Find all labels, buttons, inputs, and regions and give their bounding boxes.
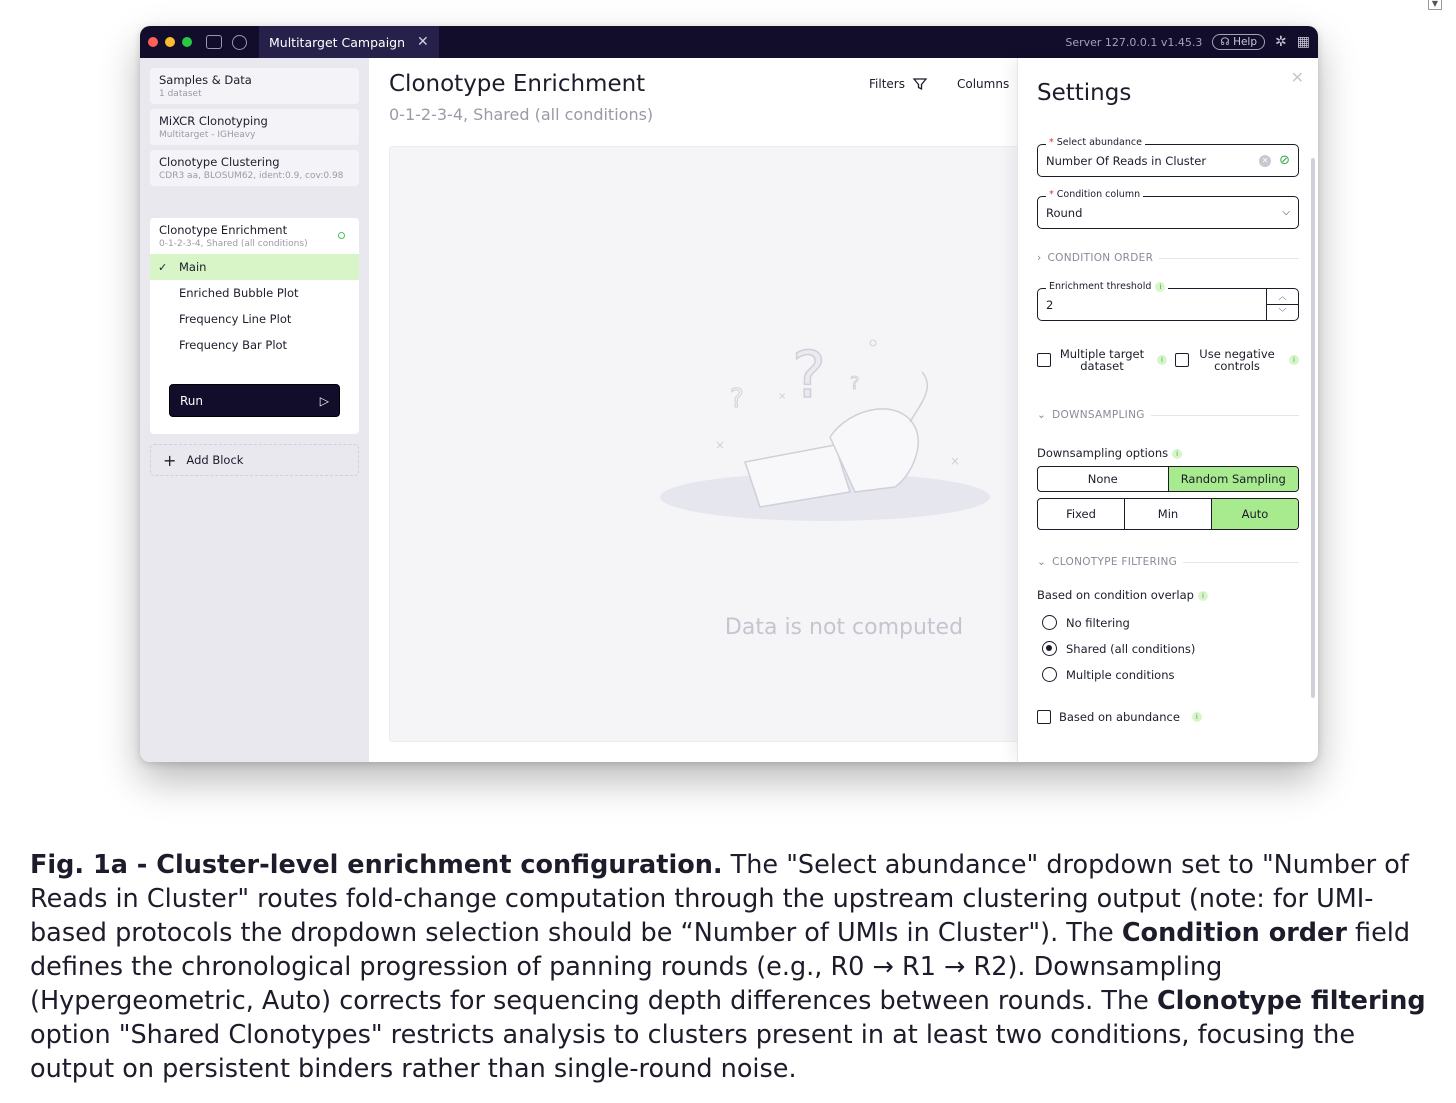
layout-icon[interactable]: ▦ [1296,34,1310,50]
chevron-right-icon: › [1037,252,1042,264]
block-title: Clonotype Clustering [159,155,280,169]
titlebar [140,26,1318,58]
caption-bold-2: Clonotype filtering [1156,986,1426,1016]
section-label: Frequency Bar Plot [179,338,288,352]
section-label: Frequency Line Plot [179,312,292,326]
chevron-down-icon: ⌄ [1037,409,1047,421]
settings-scrollbar[interactable] [1311,158,1315,698]
chevron-down-icon: ⌄ [1037,556,1047,568]
app-window [140,26,1318,762]
settings-panel [1017,58,1318,762]
caption-text-2: field defines the chronological progression of panning rounds (e.g., R0 → R1 → R2). Downsampling (Hypergeometric, Auto) corrects for sequencing depth differences between rounds. The [30,918,1411,1016]
section-frequency-bar-plot[interactable] [150,332,359,358]
checkbox[interactable] [1037,710,1051,724]
block-title: Clonotype Enrichment [159,223,288,237]
chevron-down-icon[interactable]: ﹀ [1278,308,1287,317]
condition-column-value: Round [1046,205,1083,220]
select-abundance-value: Number Of Reads in Cluster [1046,153,1207,168]
downsampling-header[interactable] [1037,409,1299,421]
section-title: CLONOTYPE FILTERING [1052,556,1178,568]
filters-label: Filters [869,77,905,91]
condition-order-header[interactable] [1037,252,1299,264]
tab-multitarget-campaign[interactable] [259,26,439,58]
clear-icon[interactable]: ✕ [1259,155,1271,167]
checkmark-icon: ✓ [158,260,168,274]
section-main[interactable] [150,254,359,280]
active-block-header[interactable] [150,218,359,254]
add-block-button[interactable] [150,444,359,476]
corner-caret-icon[interactable]: ▼ [1428,0,1442,10]
field-label: * Select abundance [1046,137,1145,148]
globe-icon[interactable] [232,35,247,50]
section-frequency-line-plot[interactable] [150,306,359,332]
enrichment-threshold-value: 2 [1046,297,1054,312]
figure-caption [30,848,1430,1086]
close-icon[interactable]: ✕ [1290,68,1304,87]
condition-overlap-label: Based on condition overlap i [1037,588,1208,602]
option-auto[interactable]: Auto [1211,499,1298,529]
radio-multiple-conditions[interactable] [1042,667,1175,682]
help-button[interactable]: ☊ Help [1212,34,1265,50]
downsampling-size-toggle [1037,498,1299,530]
titlebar-right [1065,34,1310,50]
add-block-label: Add Block [186,453,244,467]
block-subtitle: 0-1-2-3-4, Shared (all conditions) [159,239,308,249]
sidebar [140,58,369,762]
checkbox-label: Use negative controls [1199,347,1275,373]
block-subtitle: 1 dataset [159,89,202,99]
radio-label: No filtering [1066,615,1130,630]
close-window-icon[interactable] [148,37,158,47]
block-title: Samples & Data [159,73,252,87]
info-icon[interactable]: i [1192,712,1202,722]
option-none[interactable]: None [1087,472,1118,486]
page-title: Clonotype Enrichment [389,71,646,97]
filters-button[interactable] [869,77,927,91]
svg-text:×: × [715,438,726,452]
columns-label: Columns [956,77,1010,91]
section-label: Main [179,260,207,274]
info-icon[interactable]: i [1157,355,1167,365]
option-random-sampling[interactable]: Random Sampling [1168,467,1299,491]
use-negative-controls-checkbox[interactable] [1175,348,1299,372]
table-toolbar [869,77,1025,91]
field-label: * Condition column [1046,189,1143,200]
columns-button[interactable] [957,77,1025,91]
condition-column-dropdown[interactable] [1037,189,1299,229]
block-subtitle: CDR3 aa, BLOSUM62, ident:0.9, cov:0.98 [159,171,344,181]
checkbox[interactable] [1175,353,1189,367]
sidebar-toggle-icon[interactable] [206,35,222,49]
downsampling-options-label: Downsampling options i [1037,446,1182,460]
option-min[interactable]: Min [1124,499,1211,529]
select-abundance-dropdown[interactable] [1037,137,1299,177]
empty-state-message: Data is not computed [724,615,964,640]
radio-shared-all-conditions[interactable] [1042,641,1195,656]
section-title: DOWNSAMPLING [1052,409,1145,421]
svg-text:?: ? [730,384,744,414]
filter-icon [913,77,927,91]
option-fixed[interactable]: Fixed [1066,507,1096,521]
settings-title: Settings [1037,80,1132,106]
based-on-abundance-checkbox[interactable] [1037,710,1202,724]
caption-text-3: option "Shared Clonotypes" restricts analysis to clusters present in at least two conditions, focusing the output on persistent binders rather than single-round noise. [30,1020,1356,1084]
info-icon[interactable]: i [1289,355,1299,365]
info-icon[interactable]: i [1198,591,1208,601]
svg-text:?: ? [792,339,826,413]
status-dot-icon [338,232,345,239]
radio-no-filtering[interactable] [1042,615,1130,630]
maximize-window-icon[interactable] [182,37,192,47]
block-subtitle: Multitarget - IGHeavy [159,130,256,140]
tab-title: Multitarget Campaign [269,34,406,50]
chevron-up-icon[interactable]: ︿ [1267,289,1298,305]
link-icon[interactable]: ⊘ [1279,153,1290,168]
svg-text:×: × [950,454,961,468]
enrichment-threshold-input[interactable] [1037,281,1299,321]
sidebar-block-mixcr[interactable] [150,109,359,145]
block-title: MiXCR Clonotyping [159,114,268,128]
radio-button[interactable] [1042,667,1057,682]
empty-state-illustration [660,327,1000,557]
radio-button[interactable] [1042,641,1057,656]
svg-text:×: × [778,391,787,402]
run-label: Run [180,393,204,408]
caption-lead: Fig. 1a - Cluster-level enrichment configuration. [30,850,723,880]
checkbox-label: Based on abundance [1059,710,1180,724]
caption-text-1: The "Select abundance" dropdown set to "Number of Reads in Cluster" routes fold-change computation through the upstream clustering output (note: for UMI-based protocols the dropdown selection should be “Number of UMIs in Cluster"). The [30,850,1409,948]
svg-text:?: ? [850,373,860,394]
caption-bold-1: Condition order [1121,918,1347,948]
section-label: Enriched Bubble Plot [179,286,299,300]
number-stepper[interactable] [1266,289,1298,320]
plus-icon: + [163,450,177,470]
sidebar-block-enrichment [150,218,359,434]
radio-label: Shared (all conditions) [1066,641,1196,656]
tab-close-icon[interactable]: ✕ [417,34,429,50]
section-enriched-bubble-plot[interactable] [150,280,359,306]
checkbox[interactable] [1037,353,1051,367]
bug-icon[interactable]: ✲ [1275,34,1287,50]
radio-label: Multiple conditions [1066,667,1175,682]
info-icon[interactable]: i [1155,282,1165,292]
field-label: Enrichment threshold i [1046,281,1168,292]
chevron-down-icon: ⌵ [1282,207,1290,218]
help-label: Help [1233,36,1258,48]
server-info: Server 127.0.0.1 v1.45.3 [1065,35,1203,49]
clonotype-filtering-header[interactable] [1037,556,1299,568]
play-icon: ▷ [319,393,329,408]
multiple-target-checkbox[interactable] [1037,348,1167,372]
checkbox-label: Multiple target dataset [1059,347,1145,373]
run-button[interactable] [169,384,340,417]
page-subtitle: 0-1-2-3-4, Shared (all conditions) [389,105,654,124]
info-icon[interactable]: i [1172,449,1182,459]
radio-button[interactable] [1042,615,1057,630]
minimize-window-icon[interactable] [165,37,175,47]
downsampling-mode-toggle [1037,466,1299,492]
section-title: CONDITION ORDER [1047,252,1154,264]
results-area [389,146,1049,742]
window-controls [148,37,192,47]
sidebar-block-clustering[interactable] [150,150,359,186]
sidebar-block-samples[interactable] [150,68,359,104]
